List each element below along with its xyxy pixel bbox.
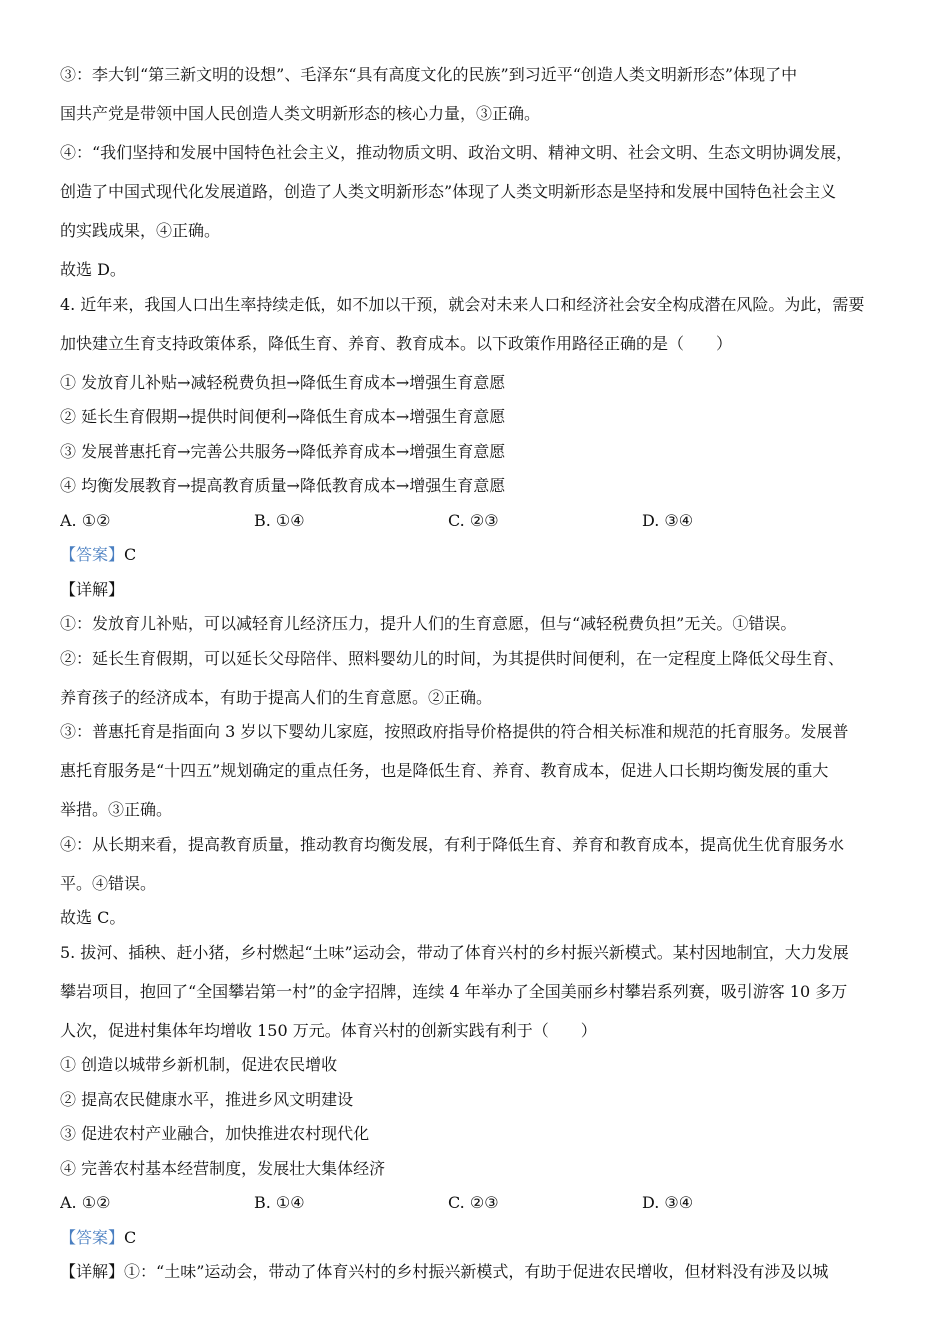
- paragraph-line: 的实践成果，④正确。: [60, 221, 221, 240]
- document-page: [60, 62, 900, 1294]
- conclusion-line: 故选 C。: [60, 908, 126, 927]
- conclusion-line: 故选 D。: [60, 260, 126, 279]
- detail-line: [60, 1259, 900, 1294]
- question-stem: 4. 近年来，我国人口出生率持续走低，如不加以干预，就会对未来人口和经济社会安全构成潜在风险。为此，需要: [60, 294, 865, 314]
- statement-item: ③ 促进农村产业融合，加快推进农村现代化: [60, 1124, 370, 1143]
- answer-value: C: [124, 1227, 137, 1247]
- option-a: A. ①②: [60, 1193, 111, 1212]
- statement-item: ③ 发展普惠托育→完善公共服务→降低养育成本→增强生育意愿: [60, 441, 506, 461]
- option-d: D. ③④: [642, 510, 694, 530]
- detail-line: 养育孩子的经济成本，有助于提高人们的生育意愿。②正确。: [60, 687, 493, 707]
- paragraph-line: 国共产党是带领中国人民创造人类文明新形态的核心力量，③正确。: [60, 104, 541, 123]
- question-stem: 攀岩项目，抱回了“全国攀岩第一村”的金字招牌，连续 4 年举办了全国美丽乡村攀岩系列赛，吸引游客 10 多万: [60, 981, 848, 1001]
- paragraph-line: 创造了中国式现代化发展道路，创造了人类文明新形态”体现了人类文明新形态是坚持和发展中国特色社会主义: [60, 182, 837, 201]
- option-a: A. ①②: [60, 510, 111, 530]
- answer-label: 【答案】: [60, 1227, 125, 1247]
- detail-label: 【详解】: [60, 579, 125, 599]
- option-d: D. ③④: [642, 1193, 694, 1212]
- detail-text: ①：“土味”运动会，带动了体育兴村的乡村振兴新模式，有助于促进农民增收，但材料没有涉及以城: [124, 1262, 829, 1281]
- statement-item: ④ 均衡发展教育→提高教育质量→降低教育成本→增强生育意愿: [60, 476, 506, 495]
- detail-line: ③：普惠托育是指面向 3 岁以下婴幼儿家庭，按照政府指导价格提供的符合相关标准和规范的托育服务。发展普: [60, 722, 849, 741]
- option-c: C. ②③: [448, 1193, 499, 1212]
- paragraph-line: ③：李大钊“第三新文明的设想”、毛泽东“具有高度文化的民族”到习近平“创造人类文明新形态”体现了中: [60, 65, 798, 84]
- statement-item: ④ 完善农村基本经营制度，发展壮大集体经济: [60, 1158, 386, 1178]
- answer-options: [60, 1190, 900, 1225]
- answer-label: 【答案】: [60, 545, 125, 564]
- statement-item: ② 延长生育假期→提供时间便利→降低生育成本→增强生育意愿: [60, 407, 506, 426]
- option-b: B. ①④: [254, 1193, 305, 1212]
- detail-line: ①：发放育儿补贴，可以减轻育儿经济压力，提升人们的生育意愿，但与“减轻税费负担”无关。①错误。: [60, 614, 797, 633]
- question-stem: 5. 拔河、插秧、赶小猪，乡村燃起“土味”运动会，带动了体育兴村的乡村振兴新模式。某村因地制宜，大力发展: [60, 942, 849, 962]
- answer-options: [60, 508, 900, 543]
- statement-item: ① 创造以城带乡新机制，促进农民增收: [60, 1055, 338, 1074]
- statement-item: ① 发放育儿补贴→减轻税费负担→降低生育成本→增强生育意愿: [60, 372, 506, 392]
- answer-line: [60, 542, 900, 577]
- statement-item: ② 提高农民健康水平，推进乡风文明建设: [60, 1089, 354, 1109]
- question-stem: 人次，促进村集体年均增收 150 万元。体育兴村的创新实践有利于（ ）: [60, 1020, 597, 1040]
- option-c: C. ②③: [448, 510, 499, 530]
- paragraph-line: ④：“我们坚持和发展中国特色社会主义，推动物质文明、政治文明、精神文明、社会文明、生态文明协调发展，: [60, 143, 853, 162]
- question-stem: 加快建立生育支持政策体系，降低生育、养育、教育成本。以下政策作用路径正确的是（ ）: [60, 333, 733, 353]
- detail-line: ②：延长生育假期，可以延长父母陪伴、照料婴幼儿的时间，为其提供时间便利，在一定程度上降低父母生育、: [60, 648, 845, 668]
- option-b: B. ①④: [254, 510, 305, 530]
- detail-line: 惠托育服务是“十四五”规划确定的重点任务，也是降低生育、养育、教育成本，促进人口长期均衡发展的重大: [60, 761, 829, 780]
- answer-line: [60, 1225, 900, 1260]
- detail-label: 【详解】: [60, 1262, 125, 1281]
- detail-line: ④：从长期来看，提高教育质量，推动教育均衡发展，有利于降低生育、养育和教育成本，提高优生优育服务水: [60, 834, 845, 854]
- detail-line: 平。④错误。: [60, 873, 157, 893]
- detail-line: 举措。③正确。: [60, 800, 173, 819]
- answer-value: C: [124, 545, 137, 564]
